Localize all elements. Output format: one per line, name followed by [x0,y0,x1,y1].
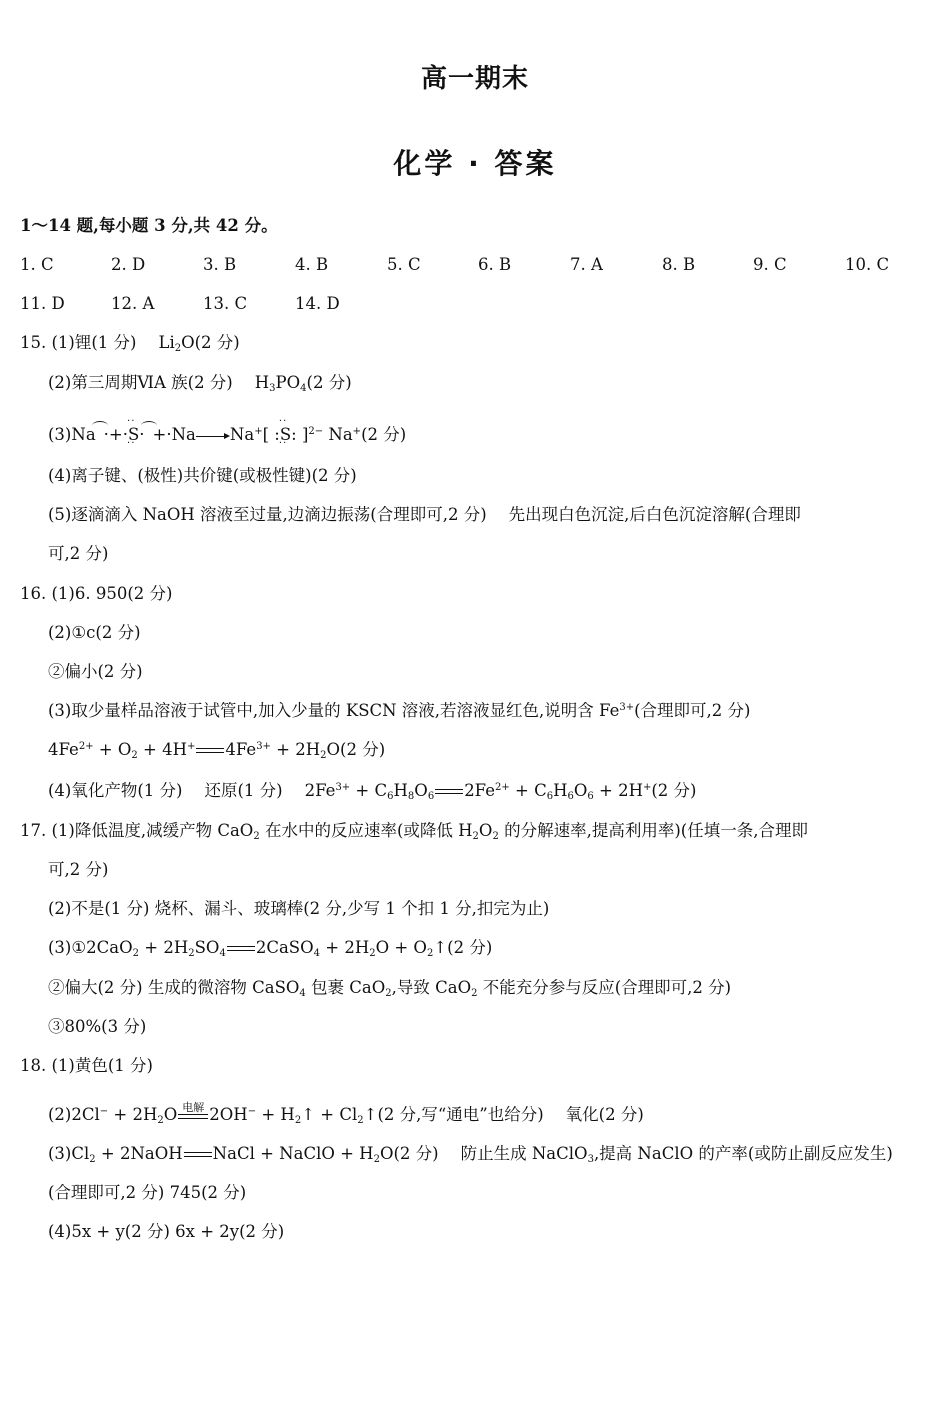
page-title: 高一期末 [420,64,529,94]
q18-part1: 18. (1)黄色(1 分) [20,1056,153,1075]
answer-item: 13. C [203,294,248,313]
q17-part2: (2)不是(1 分) 烧杯、漏斗、玻璃棒(2 分,少写 1 个扣 1 分,扣完为止) [48,899,550,918]
answer-item: 9. C [753,255,787,274]
q17-part3b: ②偏大(2 分) 生成的微溶物 CaSO$_4$ 包裹 CaO$_2$,导致 CaO$_2$ 不能充分参与反应(合理即可,2 分) [48,978,732,999]
page-subtitle: 化学 · 答案 [393,147,557,180]
answer-item: 8. B [662,255,696,274]
q16-part2a: (2)①c(2 分) [48,623,141,642]
q15-part5: (5)逐滴滴入 NaOH 溶液至过量,边滴边振荡(合理即可,2 分) 先出现白色沉淀,后白色沉淀溶解(合理即 [48,505,801,524]
answer-item: 14. D [295,294,340,313]
q18-part3-cont: (合理即可,2 分) 745(2 分) [48,1183,247,1202]
q15-part3-electron-formula: (3)Na ·+·· · S · ·· +·Na Na+[ :· · S · ·: ]$^{2-}$ Na+(2 分) [48,421,932,446]
answer-item: 7. A [570,255,603,274]
intro-line: 1～14 题,每小题 3 分,共 42 分。 [20,216,278,235]
q15-part2: (2)第三周期ⅥA 族(2 分) $H_3PO_4(2$ 分) [48,373,352,394]
answer-item: 5. C [387,255,421,274]
q15-part4: (4)离子键、(极性)共价键(或极性键)(2 分) [48,466,357,485]
q17-part3c: ③80%(3 分) [48,1017,147,1036]
q18-part2: $(2)2Cl^- + 2H_2O$ 电解 $2OH^- + H_2↑$ + $Cl_2↑(2$ 分,写“通电”也给分) 氧化(2 分) [48,1100,644,1126]
q17-part3-equation: (3)①2CaO$_2$ + $2H_2SO_4$ 2CaSO$_4$ + $2H_2O$ + $O_2↑(2$ 分) [48,938,493,959]
answer-item: 11. D [20,294,65,313]
q16-part4: (4)氧化产物(1 分) 还原(1 分) $2Fe^{3+} + C_6H_8O_6$ $2Fe^{2+} + C_6H_6O_6 + 2H^+(2$ 分) [48,781,697,802]
q17-part1-cont: 可,2 分) [48,860,109,879]
answer-item: 4. B [295,255,329,274]
answer-item: 1. C [20,255,54,274]
q16-part3: (3)取少量样品溶液于试管中,加入少量的 KSCN 溶液,若溶液显红色,说明含 $Fe^{3+}$(合理即可,2 分) [48,701,751,720]
q16-part3-equation: $4Fe^{2+} + O_2 + 4H^+$ $4Fe^{3+} + 2H_2O(2$ 分) [48,740,386,761]
answer-item: 2. D [111,255,146,274]
q15-part5-cont: 可,2 分) [48,544,109,563]
q16-part1: 16. (1)6. 950(2 分) [20,584,173,603]
q17-part1: 17. (1)降低温度,减缓产物 CaO$_2$ 在水中的反应速率(或降低 $H_2O_2$ 的分解速率,提高利用率)(任填一条,合理即 [20,821,808,842]
answer-item: 6. B [478,255,512,274]
q16-part2b: ②偏小(2 分) [48,662,143,681]
answer-item: 12. A [111,294,155,313]
q15-part1: 15. (1)锂(1 分) $Li_2O(2$ 分) [20,333,240,354]
q18-part4: (4)5x + y(2 分) 6x + 2y(2 分) [48,1222,285,1241]
answer-item: 10. C [845,255,890,274]
q18-part3: $(3)Cl_2$ + 2NaOH NaCl + NaClO + $H_2O(2$ 分) 防止生成 NaClO$_3$,提高 NaClO 的产率(或防止副反应发生) [48,1144,893,1165]
answer-item: 3. B [203,255,237,274]
